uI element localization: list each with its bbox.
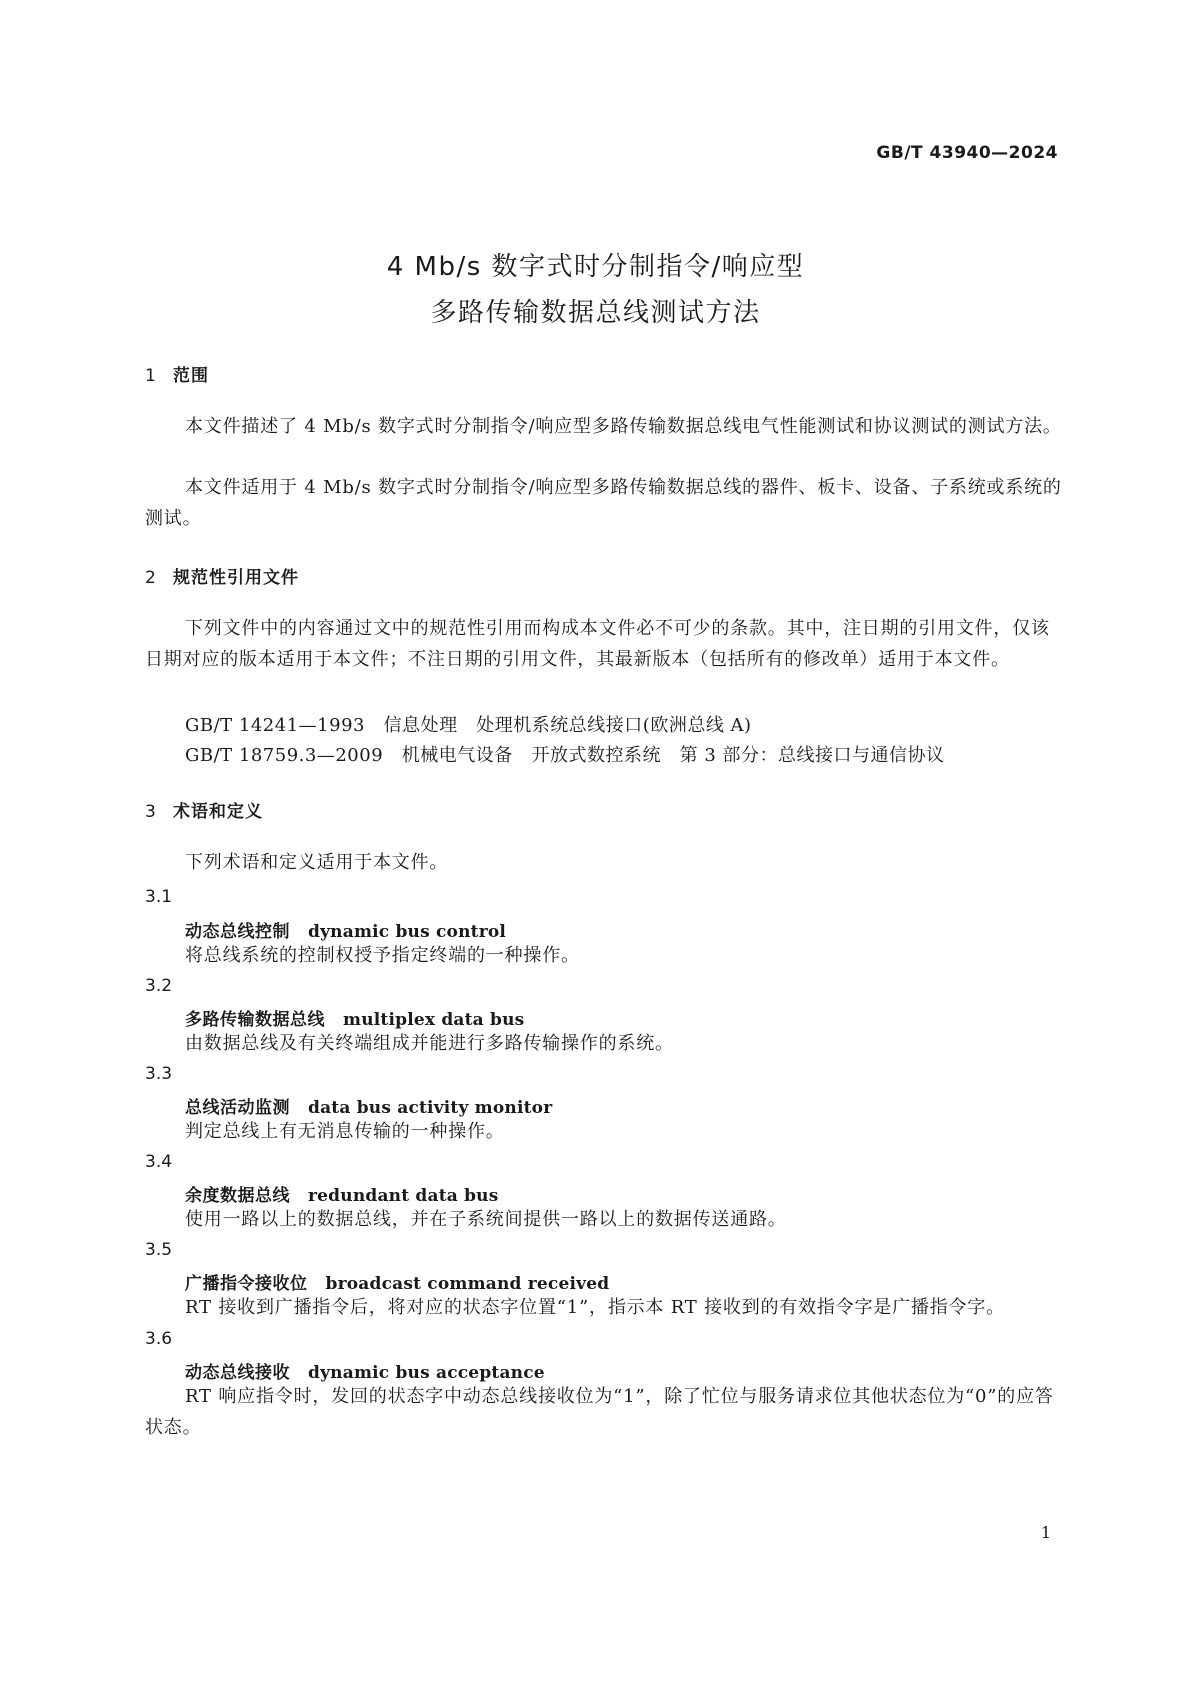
section-3-number: 3	[145, 802, 157, 822]
section-2-number: 2	[145, 568, 157, 588]
term-name	[185, 917, 506, 942]
normative-reference: GB/T 18759.3—2009 机械电气设备 开放式数控系统 第 3 部分：总线接口与通信协议	[185, 745, 945, 766]
term-name-en: dynamic bus acceptance	[308, 1363, 545, 1383]
section-1-paragraph-1: 本文件描述了 4 Mb/s 数字式时分制指令/响应型多路传输数据总线电气性能测试和协议测试的测试方法。	[185, 416, 1062, 437]
term-name	[185, 1005, 524, 1030]
section-3-intro: 下列术语和定义适用于本文件。	[185, 852, 449, 873]
term-name	[185, 1093, 552, 1118]
term-name-zh: 动态总线控制	[185, 922, 290, 942]
section-2-intro: 下列文件中的内容通过文中的规范性引用而构成本文件必不可少的条款。其中，注日期的引用文件，仅该日期对应的版本适用于本文件；不注日期的引用文件，其最新版本（包括所有的修改单）适用于本文件。	[145, 618, 1050, 670]
term-name-zh: 动态总线接收	[185, 1363, 290, 1383]
term-number: 3.4	[145, 1152, 173, 1172]
term-name	[185, 1269, 609, 1294]
section-1-paragraph-2: 本文件适用于 4 Mb/s 数字式时分制指令/响应型多路传输数据总线的器件、板卡、设备、子系统或系统的测试。	[145, 477, 1062, 529]
term-name	[185, 1181, 499, 1206]
term-name-en: dynamic bus control	[308, 922, 507, 942]
document-title-line-2: 多路传输数据总线测试方法	[430, 298, 761, 328]
document-code: GB/T 43940—2024	[876, 143, 1058, 163]
section-2-title: 规范性引用文件	[173, 568, 299, 588]
term-name-en: broadcast command received	[325, 1274, 610, 1294]
section-2-heading	[145, 563, 299, 588]
normative-reference: GB/T 14241—1993 信息处理 处理机系统总线接口(欧洲总线 A)	[185, 715, 752, 736]
term-definition: RT 接收到广播指令后，将对应的状态字位置“1”，指示本 RT 接收到的有效指令字是广播指令字。	[185, 1297, 1005, 1318]
term-name-en: multiplex data bus	[343, 1010, 525, 1030]
term-definition: 将总线系统的控制权授予指定终端的一种操作。	[185, 945, 580, 966]
term-definition: 由数据总线及有关终端组成并能进行多路传输操作的系统。	[185, 1033, 674, 1054]
section-3-heading	[145, 797, 263, 822]
document-title-line-1: 4 Mb/s 数字式时分制指令/响应型	[386, 252, 805, 282]
section-1-number: 1	[145, 366, 157, 386]
term-name	[185, 1358, 545, 1383]
term-definition: RT 响应指令时，发回的状态字中动态总线接收位为“1”，除了忙位与服务请求位其他状态位为“0”的应答状态。	[145, 1386, 1054, 1438]
term-number: 3.2	[145, 976, 173, 996]
term-name-zh: 总线活动监测	[185, 1098, 290, 1118]
term-name-zh: 广播指令接收位	[185, 1274, 308, 1294]
term-name-en: data bus activity monitor	[308, 1098, 553, 1118]
term-name-zh: 余度数据总线	[185, 1186, 290, 1206]
section-1-title: 范围	[173, 366, 209, 386]
term-name-zh: 多路传输数据总线	[185, 1010, 325, 1030]
term-definition: 判定总线上有无消息传输的一种操作。	[185, 1121, 505, 1142]
section-1-heading	[145, 361, 209, 386]
section-3-title: 术语和定义	[173, 802, 263, 822]
page-number: 1	[1040, 1523, 1051, 1542]
term-definition: 使用一路以上的数据总线，并在子系统间提供一路以上的数据传送通路。	[185, 1209, 787, 1230]
term-number: 3.1	[145, 887, 173, 907]
term-number: 3.3	[145, 1064, 173, 1084]
term-name-en: redundant data bus	[308, 1186, 499, 1206]
term-number: 3.6	[145, 1329, 173, 1349]
term-number: 3.5	[145, 1240, 173, 1260]
